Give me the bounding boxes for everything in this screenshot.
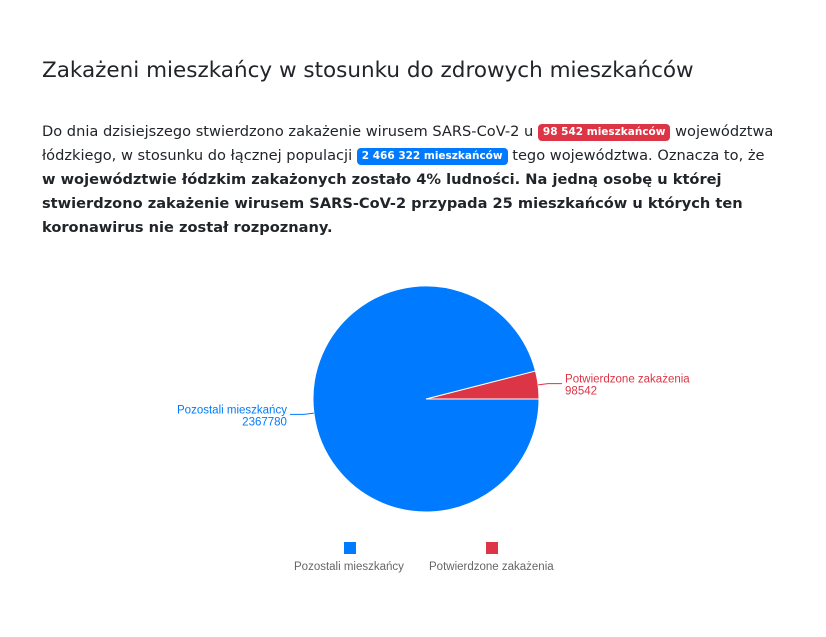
pie-slice[interactable]	[313, 286, 539, 512]
pie-slice-value: 98542	[565, 385, 598, 398]
pie-leader-line	[290, 413, 314, 414]
description-text-3: tego województwa. Oznacza to, że	[507, 147, 765, 164]
description-text-1: Do dnia dzisiejszego stwierdzono zakażenie wirusem SARS-CoV-2 u	[42, 123, 538, 140]
pie-slice-label: Pozostali mieszkańcy	[177, 404, 287, 417]
chart-legend	[0, 542, 826, 582]
pie-slice-label: Potwierdzone zakażenia	[565, 373, 690, 386]
page-title: Zakażeni mieszkańcy w stosunku do zdrowych mieszkańców	[42, 58, 694, 83]
legend-label-remaining: Pozostali mieszkańcy	[294, 561, 404, 573]
legend-label-confirmed: Potwierdzone zakażenia	[429, 561, 554, 573]
infected-count-badge: 98 542 mieszkańców	[538, 124, 671, 141]
description-text-2: województwa łódzkiego, w stosunku do łącznej populacji	[42, 123, 774, 164]
population-badge: 2 466 322 mieszkańców	[357, 148, 508, 165]
description-summary: w województwie łódzkim zakażonych zostało 4% ludności. Na jedną osobę u której stwierdzono zakażenie wirusem SARS-CoV-2 przypada 25 mieszkańców u których ten koronawirus nie został rozpoznany.	[42, 171, 743, 236]
legend-swatch-remaining	[344, 542, 356, 554]
pie-leader-line	[538, 384, 562, 385]
pie-slice-value: 2367780	[242, 416, 287, 429]
legend-swatch-confirmed	[486, 542, 498, 554]
